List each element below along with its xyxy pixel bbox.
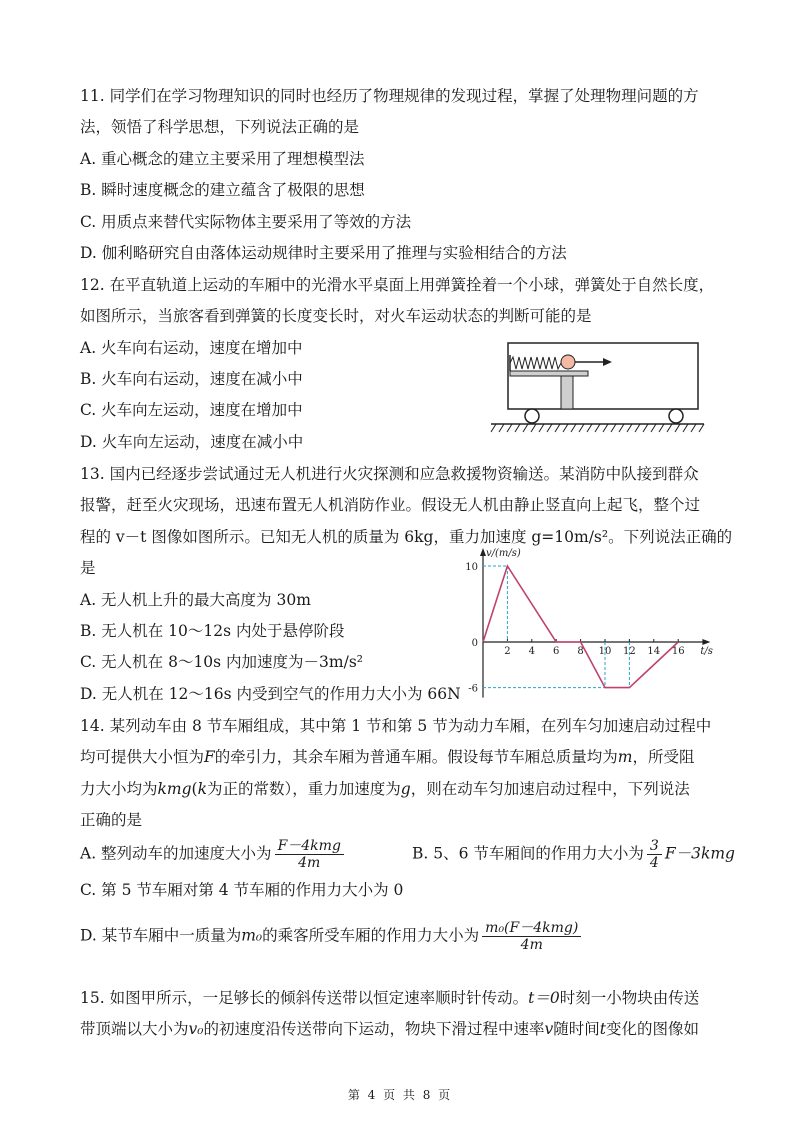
q13-stem-line4: 是 [80, 559, 96, 577]
q12-option-c: C. 火车向左运动，速度在增加中 [80, 401, 303, 419]
page-footer: 第 4 页 共 8 页 [347, 1088, 453, 1102]
q11-option-d: D. 伽利略研究自由落体运动规律时主要采用了推理与实验相结合的方法 [80, 244, 567, 262]
q11-stem-line1: 11. 同学们在学习物理知识的同时也经历了物理规律的发现过程，掌握了处理物理问题的方 [80, 87, 699, 105]
q14-option-a-fraction: $\frac{\text{F－4kmg}}{4m}$ [275, 838, 344, 871]
q13-option-a: A. 无人机上升的最大高度为 30m [80, 591, 311, 609]
q14-stem-line1: 14. 某列动车由 8 节车厢组成，其中第 1 节和第 5 节为动力车厢，在列车匀加速启动过程中 [80, 717, 712, 735]
q14-option-b-fraction: $\frac{3}{4}$ [647, 838, 662, 871]
q14-option-b: B. 5、6 节车厢间的作用力大小为 $\frac{3}{4}$ F－3kmg [412, 838, 735, 871]
ball-icon [561, 355, 575, 369]
q14-option-c: C. 第 5 节车厢对第 4 节车厢的作用力大小为 0 [80, 881, 404, 899]
x-axis-arrow-icon [702, 639, 710, 645]
q13-option-c: C. 无人机在 8～10s 内加速度为－3m/s² [80, 653, 364, 671]
y-tick-label: 10 [465, 562, 478, 573]
x-axis-label: t/s [700, 646, 713, 657]
q14-stem-line4: 正确的是 [80, 811, 143, 829]
q12-stem-line2: 如图所示，当旅客看到弹簧的长度变长时，对火车运动状态的判断可能的是 [80, 307, 592, 325]
x-tick-label: 10 [598, 646, 612, 657]
ground-hatch [491, 424, 704, 432]
q12-option-a: A. 火车向右运动，速度在增加中 [80, 339, 303, 357]
q13-stem-line2: 报警，赶至火灾现场，迅速布置无人机消防作业。假设无人机由静止竖直向上起飞，整个过 [80, 496, 701, 514]
x-tick-label: 14 [647, 646, 661, 657]
wheel-right-icon [669, 409, 683, 423]
vt-series-line [483, 566, 678, 688]
q11-option-b: B. 瞬时速度概念的建立蕴含了极限的思想 [80, 181, 365, 199]
q11-option-c: C. 用质点来替代实际物体主要采用了等效的方法 [80, 213, 412, 231]
y-axis-label: v/(m/s) [486, 548, 521, 559]
x-tick-label: 16 [671, 646, 685, 657]
q11-stem-line2: 法，领悟了科学思想，下列说法正确的是 [80, 118, 360, 136]
q14-stem-line2: 均可提供大小恒为F的牵引力，其余车厢为普通车厢。假设每节车厢总质量均为m，所受阻 [80, 748, 695, 766]
q14-option-d: D. 某节车厢中一质量为m₀的乘客所受车厢的作用力大小为 $\frac{\text{m₀(F－4kmg)}}{4m}$ [80, 920, 584, 953]
x-tick-label: 4 [528, 646, 535, 657]
y-tick-label: 0 [471, 638, 478, 649]
train-car-figure [488, 340, 706, 440]
q15-stem-line2: 带顶端以大小为v₀的初速度沿传送带向下运动，物块下滑过程中速率v随时间t变化的图像如 [80, 1020, 700, 1038]
q14-option-d-fraction: $\frac{\text{m₀(F－4kmg)}}{4m}$ [482, 920, 581, 953]
x-tick-label: 8 [577, 646, 584, 657]
q12-stem-line1: 12. 在平直轨道上运动的车厢中的光滑水平桌面上用弹簧拴着一个小球，弹簧处于自然长度， [80, 276, 715, 294]
x-tick-label: 6 [553, 646, 560, 657]
q12-option-b: B. 火车向右运动，速度在减小中 [80, 370, 303, 388]
q13-option-b: B. 无人机在 10～12s 内处于悬停阶段 [80, 622, 345, 640]
x-tick-label: 2 [504, 646, 511, 657]
q14-stem-line3: 力大小均为kmg(k为正的常数），重力加速度为g，则在动车匀加速启动过程中，下列说法 [80, 780, 690, 798]
table-leg [561, 376, 573, 409]
vt-chart [455, 548, 720, 698]
y-tick-label: -6 [468, 683, 478, 695]
spring-icon [510, 357, 561, 369]
wheel-left-icon [525, 409, 539, 423]
q13-stem-line1: 13. 国内已经逐步尝试通过无人机进行火灾探测和应急救援物资输送。某消防中队接到群众 [80, 465, 699, 483]
arrow-head-icon [603, 358, 612, 366]
q13-stem-line3: 程的 v－t 图像如图所示。已知无人机的质量为 6kg，重力加速度 g=10m/s²。下列说法正确的 [80, 528, 733, 546]
q11-option-a: A. 重心概念的建立主要采用了理想模型法 [80, 150, 365, 168]
q14-option-a: A. 整列动车的加速度大小为 $\frac{\text{F－4kmg}}{4m}$ [80, 838, 347, 871]
x-tick-label: 12 [623, 646, 636, 657]
table-top [510, 371, 588, 376]
q13-option-d: D. 无人机在 12～16s 内受到空气的作用力大小为 66N [80, 685, 461, 703]
q12-option-d: D. 火车向左运动，速度在减小中 [80, 433, 304, 451]
q15-stem-line1: 15. 如图甲所示，一足够长的倾斜传送带以恒定速率顺时针传动。t＝0时刻一小物块由传送 [80, 989, 700, 1007]
